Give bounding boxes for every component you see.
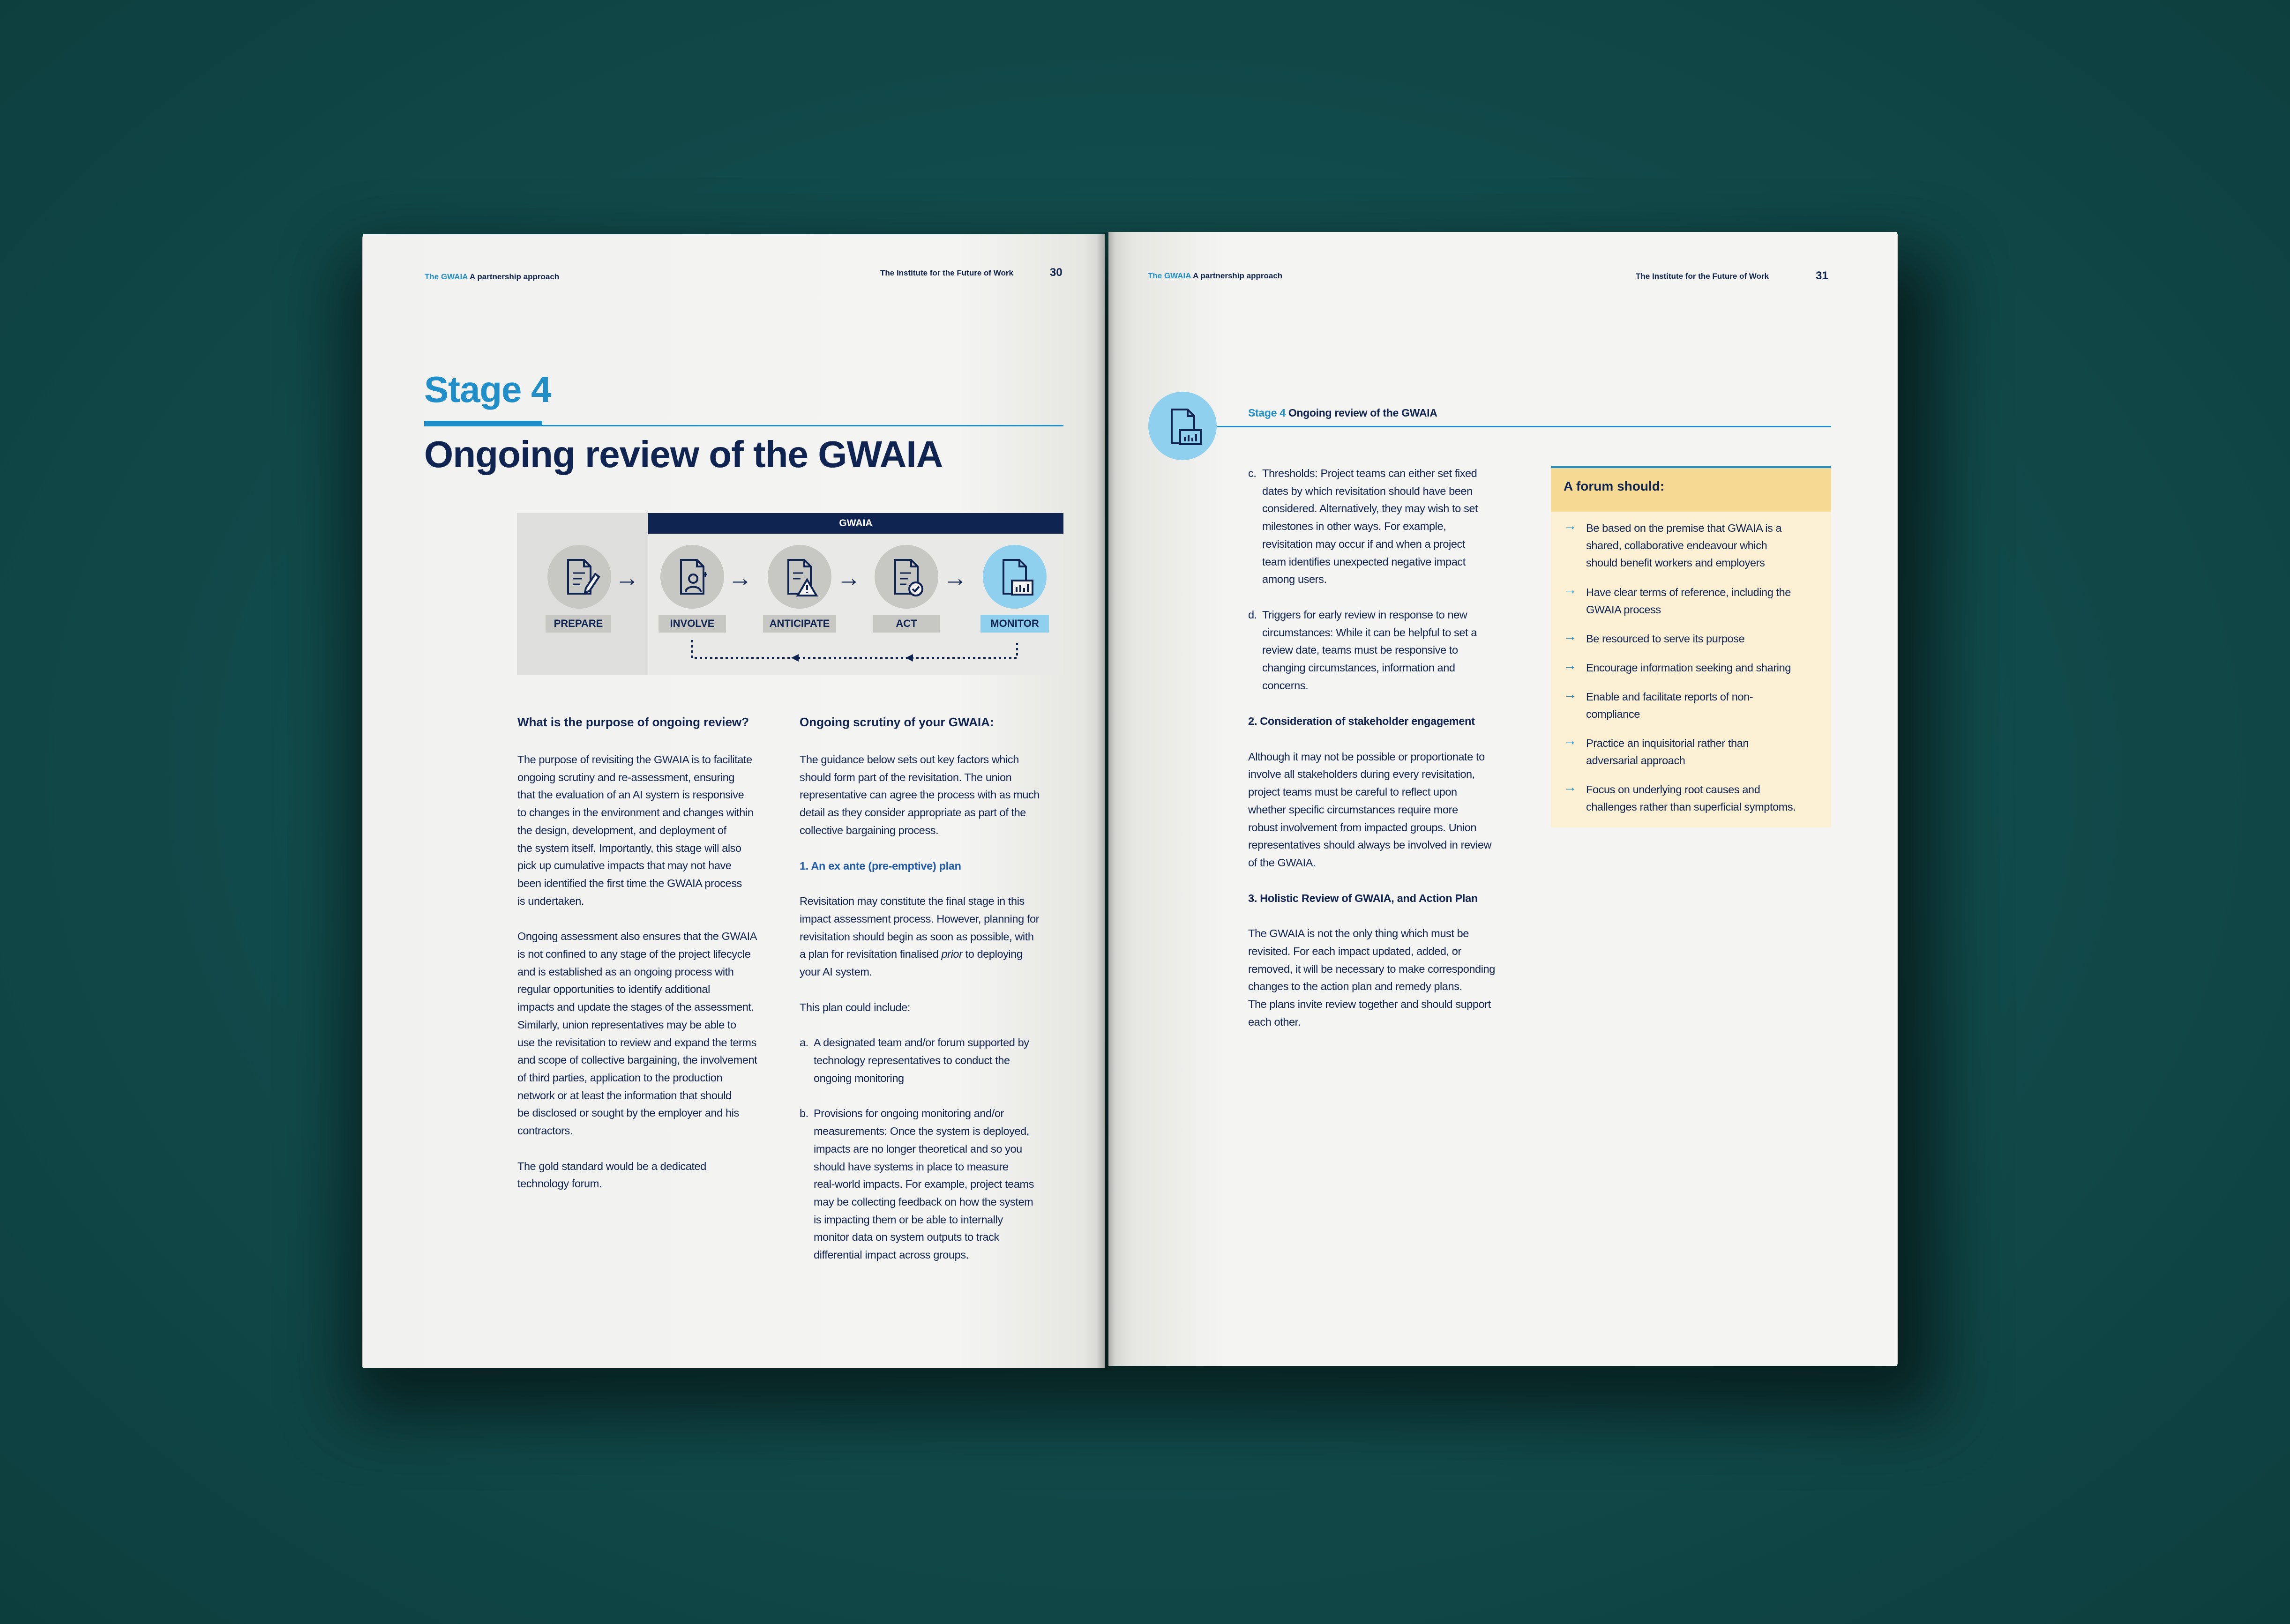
- book-gutter: [1097, 232, 1115, 1371]
- document-chart-icon: [983, 545, 1047, 609]
- header-series: The GWAIA: [1148, 271, 1191, 280]
- stage-monitor: MONITOR: [980, 615, 1049, 633]
- document-person-icon: [660, 545, 724, 609]
- subheading-3: 3. Holistic Review of GWAIA, and Action Plan: [1248, 892, 1478, 904]
- subheading-2: 2. Consideration of stakeholder engagement: [1248, 715, 1475, 727]
- item-b-text: Provisions for ongoing monitoring and/or measurements: Once the system is deployed, impacts are no longer theoretical and so you should have systems in place to measure real-world impacts. For example, project teams may be collecting feedback on how the system is impacting them or be able to internally monitor data on system outputs to track differential impact across groups.: [814, 1107, 1034, 1261]
- stage-involve: INVOLVE: [659, 615, 726, 633]
- col2-body: [800, 751, 1071, 1264]
- col2-para2-start: Revisitation may constitute the final stage in this impact assessment process. However, planning for revisitation should begin as soon as possible, with a plan for revisitation finalised: [800, 895, 1040, 961]
- col1-para1: The purpose of revisiting the GWAIA is to facilitate ongoing scrutiny and re-assessment, ensuring that the evaluation of an AI system is responsive to changes in the environment and changes within the design, development, and deployment of the system itself. Importantly, this stage will also pick up cumulative impacts that may not have been identified the first time the GWAIA process is undertaken.: [517, 753, 754, 907]
- arrow-right-icon: →: [1564, 687, 1577, 701]
- forum-item-2: Have clear terms of reference, including the GWAIA process: [1586, 586, 1791, 616]
- forum-top-rule: [1551, 466, 1831, 468]
- section-rule: [1217, 426, 1831, 427]
- forum-item-7: Focus on underlying root causes and challenges rather than superficial symptoms.: [1586, 783, 1796, 813]
- document-warning-icon: [768, 545, 831, 609]
- item-c-text: Thresholds: Project teams can either set fixed dates by which revisitation should have been considered. Alternatively, they may wish to set milestones in other ways. For example, revisitation may occur if and when a project team identifies unexpected negative impact among users.: [1262, 467, 1478, 586]
- monitor-circle: [983, 545, 1047, 609]
- header-org: The Institute for the Future of Work: [1636, 272, 1769, 281]
- document-check-icon: [875, 545, 938, 609]
- stage-anticipate: ANTICIPATE: [763, 615, 836, 633]
- monitor-badge: [1148, 392, 1217, 460]
- col2-heading: Ongoing scrutiny of your GWAIA:: [800, 715, 994, 729]
- header-title: A partnership approach: [1193, 271, 1283, 280]
- arrow-right-icon: →: [615, 565, 639, 592]
- item-d-text: Triggers for early review in response to new circumstances: While it can be helpful to set a review date, teams must be responsive to changing circumstances, information and concerns.: [1262, 609, 1477, 692]
- right-para-2: Although it may not be possible or proportionate to involve all stakeholders during every revisitation, project teams must be careful to reflect upon whether specific circumstances require more robust involvement from impacted groups. Union representatives should always be involved in review of the GWAIA.: [1248, 750, 1492, 869]
- col2-item-b: [800, 1105, 1071, 1264]
- arrow-right-icon: →: [1564, 780, 1577, 794]
- right-running-header: [1148, 271, 1282, 281]
- forum-item-6: Practice an inquisitorial rather than adversarial approach: [1586, 737, 1749, 767]
- stage-act: ACT: [873, 615, 940, 633]
- stage-prepare: PREPARE: [546, 615, 611, 633]
- section-title: Ongoing review of the GWAIA: [1288, 407, 1437, 419]
- col2-subheading-1: 1. An ex ante (pre-emptive) plan: [800, 859, 961, 872]
- arrow-right-icon: →: [1564, 629, 1577, 643]
- arrow-right-icon: →: [1564, 658, 1577, 672]
- right-item-c: [1248, 465, 1529, 589]
- forum-item-4: Encourage information seeking and sharing: [1586, 662, 1791, 674]
- section-header: [1248, 407, 1437, 419]
- stage-underline-thin: [424, 425, 1063, 426]
- col2-item-a: [800, 1034, 1071, 1087]
- feedback-loop: [689, 638, 1022, 662]
- document-pen-icon: [547, 545, 611, 609]
- forum-item-3: Be resourced to serve its purpose: [1586, 633, 1745, 645]
- arrow-right-icon: →: [943, 565, 967, 592]
- involve-circle: [660, 545, 724, 609]
- forum-heading: A forum should:: [1564, 479, 1665, 493]
- right-para-3: The GWAIA is not the only thing which must be revisited. For each impact updated, added, or removed, it will be necessary to make corresponding changes to the action plan and remedy plans. The plans invite review together and should support each other.: [1248, 927, 1495, 1028]
- header-series: The GWAIA: [425, 272, 468, 281]
- item-a-text: A designated team and/or forum supported by technology representatives to conduct the ongoing monitoring: [814, 1036, 1029, 1084]
- arrow-right-icon: →: [1564, 518, 1577, 533]
- arrow-right-icon: →: [837, 565, 861, 592]
- col2-para2: [800, 893, 1071, 981]
- right-col-body: [1248, 465, 1529, 1031]
- arrow-right-icon: →: [728, 565, 752, 592]
- forum-item-1: Be based on the premise that GWAIA is a shared, collaborative endeavour which should benefit workers and employers: [1586, 522, 1782, 569]
- arrow-right-icon: →: [1564, 733, 1577, 748]
- col1-heading: What is the purpose of ongoing review?: [517, 715, 749, 729]
- prepare-circle: [547, 545, 611, 609]
- item-b-marker: b.: [800, 1107, 808, 1120]
- arrow-right-icon: →: [1564, 582, 1577, 597]
- page-title: Ongoing review of the GWAIA: [424, 433, 943, 475]
- item-c-marker: c.: [1248, 467, 1257, 479]
- header-org: The Institute for the Future of Work: [880, 268, 1013, 277]
- stage-label: Stage 4: [424, 369, 551, 410]
- section-stage: Stage 4: [1248, 407, 1286, 419]
- col2-para2-end: to deploying your AI system.: [800, 948, 1023, 978]
- forum-item-5: Enable and facilitate reports of non- compliance: [1586, 691, 1753, 720]
- page-number-left: 30: [1050, 266, 1063, 279]
- item-a-marker: a.: [800, 1036, 808, 1049]
- col1-body: [517, 751, 785, 1193]
- col2-para2-emphasis: prior: [941, 948, 963, 961]
- page-number-right: 31: [1816, 269, 1828, 282]
- document-chart-icon: [1148, 392, 1217, 460]
- col1-para3: The gold standard would be a dedicated technology forum.: [517, 1160, 706, 1190]
- anticipate-circle: [768, 545, 831, 609]
- left-running-header: [425, 272, 559, 282]
- col2-para3: This plan could include:: [800, 1001, 910, 1013]
- col2-para1: The guidance below sets out key factors which should form part of the revisitation. The union representative can agree the process with as much detail as they consider appropriate as part of the collective bargaining process.: [800, 753, 1040, 836]
- act-circle: [875, 545, 938, 609]
- item-d-marker: d.: [1248, 609, 1257, 621]
- gwaia-banner: GWAIA: [648, 513, 1063, 534]
- right-item-d: [1248, 606, 1529, 695]
- col1-para2: Ongoing assessment also ensures that the GWAIA is not confined to any stage of the project lifecycle and is established as an ongoing process with regular opportunities to identify additional impacts and update the stages of the assessment. Similarly, union representatives may be able to use the revisitation to review and expand the terms and scope of collective bargaining, the involvement of third parties, application to the production network or at least the information that should be disclosed or sought by the employer and his contractors.: [517, 930, 757, 1137]
- header-title: A partnership approach: [470, 272, 560, 281]
